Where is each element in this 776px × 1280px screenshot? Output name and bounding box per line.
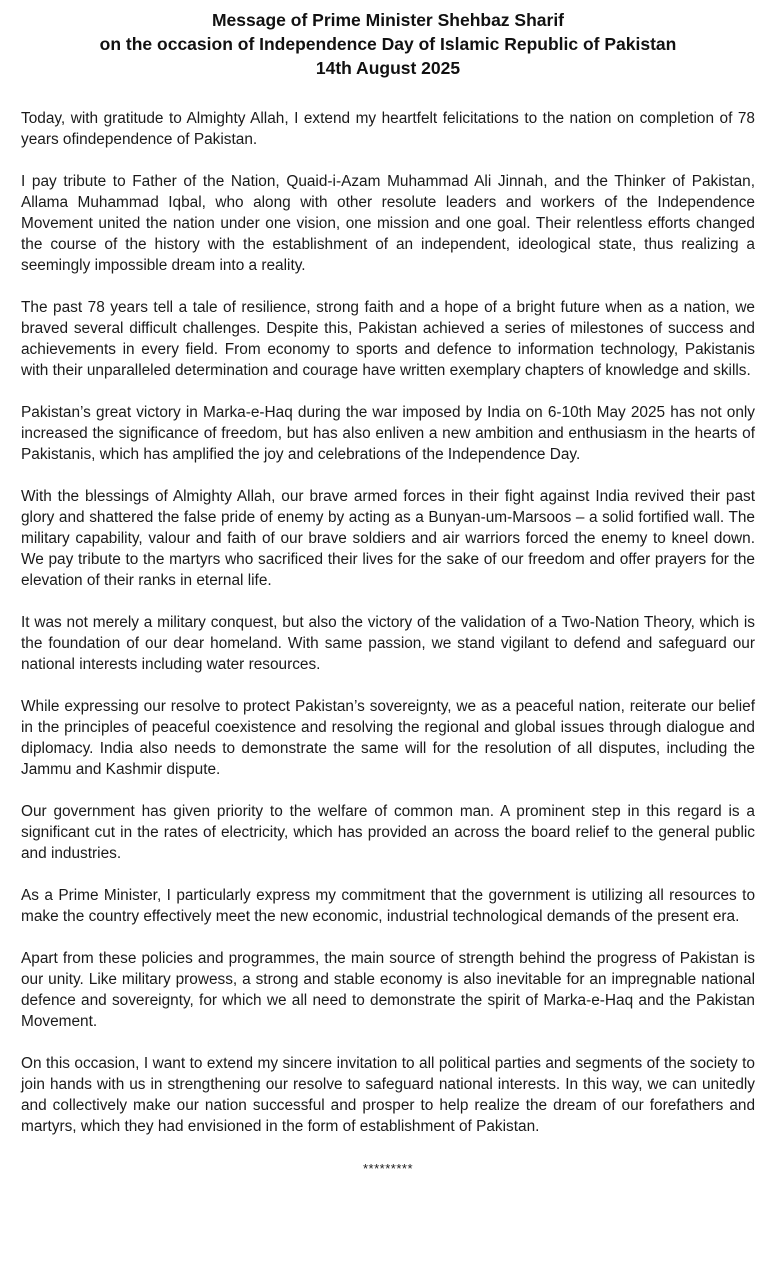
- message-body: [21, 108, 755, 1137]
- paragraph-4: Pakistan’s great victory in Marka-e-Haq during the war imposed by India on 6-10th May 2025 has not only increased the significance of freedom, but has also enliven a new ambition and enthusiasm in the hearts of Pakistanis, which has amplified the joy and celebrations of the Independence Day.: [21, 404, 755, 463]
- end-of-message-marker: *********: [362, 1161, 414, 1176]
- paragraph-1: Today, with gratitude to Almighty Allah, I extend my heartfelt felicitations to the nation on completion of 78 years ofindependence of Pakistan.: [21, 110, 755, 148]
- paragraph-7: While expressing our resolve to protect Pakistan’s sovereignty, we as a peaceful nation, reiterate our belief in the principles of peaceful coexistence and resolving the regional and global issues through dialogue and diplomacy. India also needs to demonstrate the same will for the resolution of all disputes, including the Jammu and Kashmir dispute.: [21, 698, 755, 778]
- paragraph-3: The past 78 years tell a tale of resilience, strong faith and a hope of a bright future when as a nation, we braved several difficult challenges. Despite this, Pakistan achieved a series of milestones of success and achievements in every field. From economy to sports and defence to information technology, Pakistanis with their unparalleled determination and courage have written exemplary chapters of knowledge and skills.: [21, 299, 755, 379]
- header-title: Message of Prime Minister Shehbaz Sharif: [211, 10, 565, 30]
- header-occasion: on the occasion of Independence Day of Islamic Republic of Pakistan: [99, 34, 677, 54]
- paragraph-8: Our government has given priority to the welfare of common man. A prominent step in this regard is a significant cut in the rates of electricity, which has provided an across the board relief to the general public and industries.: [21, 803, 755, 862]
- header-date: 14th August 2025: [315, 58, 461, 78]
- paragraph-11: On this occasion, I want to extend my sincere invitation to all political parties and segments of the society to join hands with us in strengthening our resolve to safeguard national interests. In this way, we can unitedly and collectively make our nation successful and prosper to help realize the dream of our forefathers and martyrs, which they had envisioned in the form of establishment of Pakistan.: [21, 1055, 755, 1135]
- message-header: [21, 8, 755, 80]
- paragraph-9: As a Prime Minister, I particularly express my commitment that the government is utilizing all resources to make the country effectively meet the new economic, industrial technological demands of the present era.: [21, 887, 755, 925]
- paragraph-2: I pay tribute to Father of the Nation, Quaid-i-Azam Muhammad Ali Jinnah, and the Thinker of Pakistan, Allama Muhammad Iqbal, who along with other resolute leaders and workers of the Independence Movement united the nation under one vision, one mission and one goal. Their relentless efforts changed the course of the history with the establishment of an independent, ideological state, thus realizing a seemingly impossible dream into a reality.: [21, 173, 755, 274]
- paragraph-10: Apart from these policies and programmes, the main source of strength behind the progress of Pakistan is our unity. Like military prowess, a strong and stable economy is also inevitable for an impregnable national defence and sovereignty, for which we all need to demonstrate the spirit of Marka-e-Haq and the Pakistan Movement.: [21, 950, 755, 1030]
- paragraph-5: With the blessings of Almighty Allah, our brave armed forces in their fight against India revived their past glory and shattered the false pride of enemy by acting as a Bunyan-um-Marsoos – a solid fortified wall. The military capability, valour and faith of our brave soldiers and air warriors forced the enemy to kneel down. We pay tribute to the martyrs who sacrificed their lives for the sake of our freedom and offer prayers for the elevation of their ranks in eternal life.: [21, 488, 755, 589]
- paragraph-6: It was not merely a military conquest, but also the victory of the validation of a Two-Nation Theory, which is the foundation of our dear homeland. With same passion, we stand vigilant to defend and safeguard our national interests including water resources.: [21, 614, 755, 673]
